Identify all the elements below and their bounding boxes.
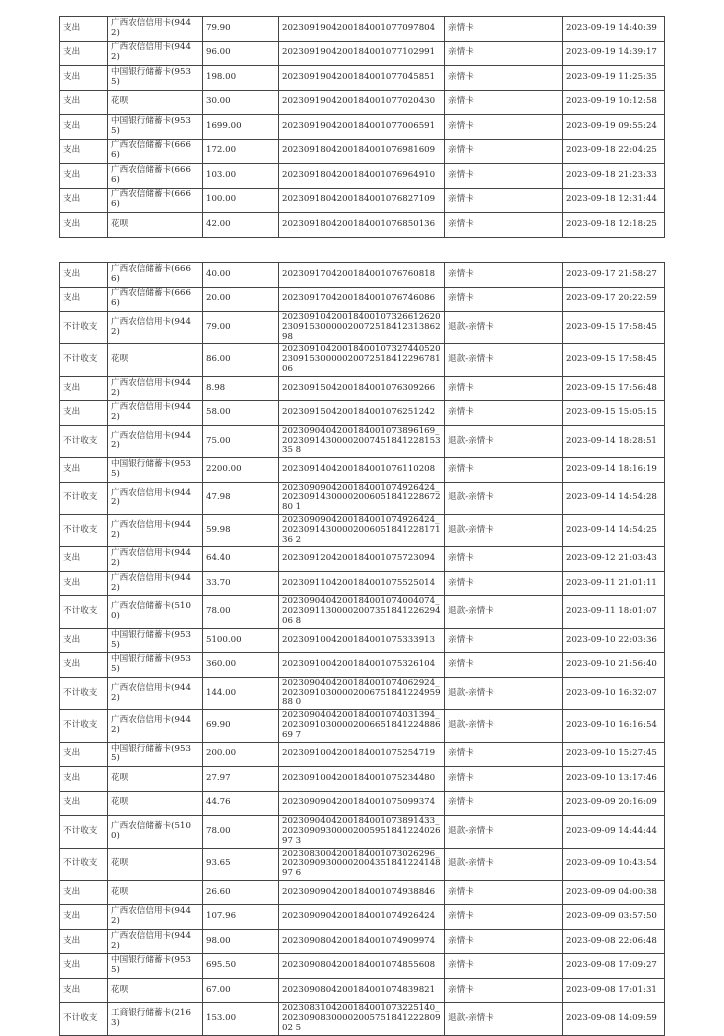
- cell-method: 亲情卡: [445, 115, 563, 140]
- table-row: [60, 17, 665, 42]
- cell-account: 广西农信储蓄卡(5100): [108, 596, 203, 628]
- cell-account: 中国银行储蓄卡(9535): [108, 628, 203, 653]
- cell-type: 不计收支: [60, 425, 108, 457]
- cell-time: 2023-09-18 21:23:33: [563, 164, 665, 189]
- table-row: [60, 376, 665, 401]
- cell-method: 亲情卡: [445, 791, 563, 816]
- cell-type: 支出: [60, 376, 108, 401]
- table-row: [60, 425, 665, 457]
- cell-order-no: 2023091104200184001075525014: [279, 571, 445, 596]
- cell-method: 亲情卡: [445, 66, 563, 91]
- cell-type: 不计收支: [60, 515, 108, 547]
- table-row: [60, 880, 665, 905]
- cell-type: 不计收支: [60, 596, 108, 628]
- cell-order-no: 2023091904200184001077045851: [279, 66, 445, 91]
- cell-amount: 144.00: [203, 677, 279, 709]
- transaction-table-bottom: [59, 262, 665, 1036]
- cell-method: 退款-亲情卡: [445, 596, 563, 628]
- cell-account: 花呗: [108, 90, 203, 115]
- cell-order-no: 2023091004200184001075254719: [279, 742, 445, 767]
- table-row: [60, 90, 665, 115]
- cell-type: 支出: [60, 287, 108, 312]
- cell-amount: 75.00: [203, 425, 279, 457]
- cell-type: 支出: [60, 905, 108, 930]
- cell-account: 广西农信储蓄卡(6666): [108, 263, 203, 288]
- cell-account: 广西农信储蓄卡(5100): [108, 816, 203, 848]
- cell-time: 2023-09-10 22:03:36: [563, 628, 665, 653]
- cell-method: 亲情卡: [445, 376, 563, 401]
- cell-amount: 40.00: [203, 263, 279, 288]
- table-row: [60, 1003, 665, 1035]
- cell-type: 支出: [60, 929, 108, 954]
- cell-method: 亲情卡: [445, 458, 563, 483]
- cell-amount: 42.00: [203, 213, 279, 238]
- cell-method: 退款-亲情卡: [445, 816, 563, 848]
- table-row: [60, 816, 665, 848]
- cell-method: 亲情卡: [445, 139, 563, 164]
- cell-method: 亲情卡: [445, 188, 563, 213]
- cell-method: 退款-亲情卡: [445, 515, 563, 547]
- cell-time: 2023-09-15 15:05:15: [563, 401, 665, 426]
- cell-order-no: 2023090904200184001074938846: [279, 880, 445, 905]
- cell-amount: 69.90: [203, 710, 279, 742]
- cell-method: 亲情卡: [445, 653, 563, 678]
- cell-account: 广西农信信用卡(9442): [108, 710, 203, 742]
- cell-time: 2023-09-14 14:54:28: [563, 482, 665, 514]
- cell-amount: 107.96: [203, 905, 279, 930]
- cell-amount: 93.65: [203, 848, 279, 880]
- cell-order-no: 2023090904200184001074926424_2023091430000200605184122867280 1: [279, 482, 445, 514]
- cell-type: 支出: [60, 954, 108, 979]
- cell-amount: 200.00: [203, 742, 279, 767]
- cell-type: 不计收支: [60, 848, 108, 880]
- cell-method: 亲情卡: [445, 213, 563, 238]
- cell-order-no: 2023090404200184001074004074_2023091130000200735184122629406 8: [279, 596, 445, 628]
- cell-method: 退款-亲情卡: [445, 710, 563, 742]
- cell-amount: 64.40: [203, 547, 279, 572]
- cell-account: 中国银行储蓄卡(9535): [108, 458, 203, 483]
- cell-type: 不计收支: [60, 710, 108, 742]
- cell-time: 2023-09-09 03:57:50: [563, 905, 665, 930]
- cell-time: 2023-09-19 11:25:35: [563, 66, 665, 91]
- cell-method: 亲情卡: [445, 90, 563, 115]
- cell-type: 不计收支: [60, 1003, 108, 1035]
- table-row: [60, 905, 665, 930]
- cell-amount: 86.00: [203, 344, 279, 376]
- cell-order-no: 2023091804200184001076964910: [279, 164, 445, 189]
- cell-time: 2023-09-08 17:09:27: [563, 954, 665, 979]
- cell-amount: 103.00: [203, 164, 279, 189]
- cell-method: 退款-亲情卡: [445, 1003, 563, 1035]
- cell-account: 广西农信信用卡(9442): [108, 482, 203, 514]
- cell-method: 退款-亲情卡: [445, 677, 563, 709]
- cell-type: 支出: [60, 90, 108, 115]
- cell-type: 不计收支: [60, 312, 108, 344]
- cell-account: 中国银行储蓄卡(9535): [108, 66, 203, 91]
- cell-account: 广西农信信用卡(9442): [108, 571, 203, 596]
- table-row: [60, 677, 665, 709]
- table-row: [60, 458, 665, 483]
- cell-time: 2023-09-09 10:43:54: [563, 848, 665, 880]
- cell-amount: 78.00: [203, 596, 279, 628]
- cell-amount: 172.00: [203, 139, 279, 164]
- table-row: [60, 188, 665, 213]
- cell-time: 2023-09-11 18:01:07: [563, 596, 665, 628]
- cell-account: 花呗: [108, 880, 203, 905]
- cell-order-no: 2023091904200184001077020430: [279, 90, 445, 115]
- cell-account: 广西农信信用卡(9442): [108, 41, 203, 66]
- cell-account: 广西农信信用卡(9442): [108, 312, 203, 344]
- cell-type: 支出: [60, 263, 108, 288]
- cell-order-no: 2023091404200184001076110208: [279, 458, 445, 483]
- cell-type: 支出: [60, 628, 108, 653]
- cell-type: 支出: [60, 767, 108, 792]
- cell-account: 中国银行储蓄卡(9535): [108, 954, 203, 979]
- cell-method: 亲情卡: [445, 571, 563, 596]
- cell-amount: 79.90: [203, 17, 279, 42]
- cell-time: 2023-09-15 17:58:45: [563, 344, 665, 376]
- cell-order-no: 2023090804200184001074839821: [279, 978, 445, 1003]
- cell-time: 2023-09-10 13:17:46: [563, 767, 665, 792]
- cell-method: 亲情卡: [445, 41, 563, 66]
- cell-time: 2023-09-10 15:27:45: [563, 742, 665, 767]
- cell-method: 亲情卡: [445, 978, 563, 1003]
- table-row: [60, 742, 665, 767]
- cell-time: 2023-09-10 16:32:07: [563, 677, 665, 709]
- cell-type: 支出: [60, 742, 108, 767]
- cell-method: 亲情卡: [445, 547, 563, 572]
- cell-time: 2023-09-17 20:22:59: [563, 287, 665, 312]
- cell-method: 亲情卡: [445, 742, 563, 767]
- cell-order-no: 2023091804200184001076981609: [279, 139, 445, 164]
- cell-amount: 79.00: [203, 312, 279, 344]
- cell-amount: 198.00: [203, 66, 279, 91]
- cell-time: 2023-09-08 22:06:48: [563, 929, 665, 954]
- cell-order-no: 2023091204200184001075723094: [279, 547, 445, 572]
- table-row: [60, 287, 665, 312]
- cell-time: 2023-09-18 22:04:25: [563, 139, 665, 164]
- cell-type: 支出: [60, 401, 108, 426]
- cell-order-no: 2023090804200184001074909974: [279, 929, 445, 954]
- cell-time: 2023-09-12 21:03:43: [563, 547, 665, 572]
- table-row: [60, 954, 665, 979]
- cell-amount: 27.97: [203, 767, 279, 792]
- cell-order-no: 2023090404200184001073891433_2023090930000200595184122402697 3: [279, 816, 445, 848]
- cell-order-no: 2023091804200184001076827109: [279, 188, 445, 213]
- cell-order-no: 2023091004200184001075326104: [279, 653, 445, 678]
- cell-account: 广西农信信用卡(9442): [108, 547, 203, 572]
- cell-amount: 360.00: [203, 653, 279, 678]
- cell-type: 支出: [60, 653, 108, 678]
- cell-type: 支出: [60, 188, 108, 213]
- cell-order-no: 2023090404200184001074062924_2023091030000200675184122495988 0: [279, 677, 445, 709]
- transaction-table-top: [59, 16, 665, 238]
- cell-account: 中国银行储蓄卡(9535): [108, 742, 203, 767]
- cell-account: 花呗: [108, 767, 203, 792]
- cell-time: 2023-09-15 17:58:45: [563, 312, 665, 344]
- cell-order-no: 2023090904200184001074926424_2023091430000200605184122817136 2: [279, 515, 445, 547]
- cell-method: 亲情卡: [445, 954, 563, 979]
- cell-order-no: 2023091904200184001077102991: [279, 41, 445, 66]
- cell-type: 不计收支: [60, 344, 108, 376]
- cell-time: 2023-09-18 12:31:44: [563, 188, 665, 213]
- cell-type: 支出: [60, 213, 108, 238]
- cell-amount: 1699.00: [203, 115, 279, 140]
- cell-time: 2023-09-19 10:12:58: [563, 90, 665, 115]
- table-row: [60, 571, 665, 596]
- table-row: [60, 653, 665, 678]
- cell-order-no: 2023090904200184001075099374: [279, 791, 445, 816]
- cell-type: 支出: [60, 164, 108, 189]
- table-row: [60, 115, 665, 140]
- cell-amount: 33.70: [203, 571, 279, 596]
- cell-type: 支出: [60, 458, 108, 483]
- table-row: [60, 482, 665, 514]
- cell-time: 2023-09-10 21:56:40: [563, 653, 665, 678]
- cell-account: 花呗: [108, 213, 203, 238]
- cell-method: 亲情卡: [445, 263, 563, 288]
- cell-method: 退款-亲情卡: [445, 312, 563, 344]
- cell-order-no: 2023091904200184001077006591: [279, 115, 445, 140]
- cell-amount: 67.00: [203, 978, 279, 1003]
- table-row: [60, 596, 665, 628]
- cell-type: 不计收支: [60, 677, 108, 709]
- cell-type: 支出: [60, 139, 108, 164]
- cell-amount: 26.60: [203, 880, 279, 905]
- cell-amount: 695.50: [203, 954, 279, 979]
- table-row: [60, 710, 665, 742]
- cell-amount: 100.00: [203, 188, 279, 213]
- table-row: [60, 41, 665, 66]
- table-row: [60, 978, 665, 1003]
- cell-type: 支出: [60, 66, 108, 91]
- cell-account: 花呗: [108, 848, 203, 880]
- cell-account: 花呗: [108, 344, 203, 376]
- cell-type: 支出: [60, 547, 108, 572]
- table-row: [60, 213, 665, 238]
- cell-account: 广西农信信用卡(9442): [108, 425, 203, 457]
- cell-time: 2023-09-14 14:54:25: [563, 515, 665, 547]
- cell-order-no: 2023090404200184001074031394_2023091030000200665184122488669 7: [279, 710, 445, 742]
- cell-method: 亲情卡: [445, 164, 563, 189]
- cell-order-no: 2023091504200184001076309266: [279, 376, 445, 401]
- table-row: [60, 767, 665, 792]
- cell-order-no: 2023090904200184001074926424: [279, 905, 445, 930]
- cell-account: 工商银行储蓄卡(2163): [108, 1003, 203, 1035]
- cell-account: 广西农信储蓄卡(6666): [108, 188, 203, 213]
- cell-time: 2023-09-08 14:09:59: [563, 1003, 665, 1035]
- cell-account: 广西农信信用卡(9442): [108, 401, 203, 426]
- cell-time: 2023-09-14 18:28:51: [563, 425, 665, 457]
- cell-amount: 2200.00: [203, 458, 279, 483]
- cell-account: 花呗: [108, 978, 203, 1003]
- cell-method: 亲情卡: [445, 767, 563, 792]
- cell-amount: 96.00: [203, 41, 279, 66]
- cell-time: 2023-09-17 21:58:27: [563, 263, 665, 288]
- cell-time: 2023-09-09 04:00:38: [563, 880, 665, 905]
- table-row: [60, 515, 665, 547]
- cell-account: 广西农信储蓄卡(6666): [108, 164, 203, 189]
- cell-method: 亲情卡: [445, 401, 563, 426]
- cell-amount: 47.98: [203, 482, 279, 514]
- cell-type: 支出: [60, 115, 108, 140]
- table-row: [60, 791, 665, 816]
- table-row: [60, 139, 665, 164]
- cell-account: 广西农信储蓄卡(6666): [108, 139, 203, 164]
- cell-account: 广西农信信用卡(9442): [108, 515, 203, 547]
- cell-order-no: 2023091704200184001076760818: [279, 263, 445, 288]
- cell-account: 中国银行储蓄卡(9535): [108, 653, 203, 678]
- cell-order-no: 2023091042001840010732661262023091530000020072518412313862 98: [279, 312, 445, 344]
- cell-time: 2023-09-15 17:56:48: [563, 376, 665, 401]
- cell-amount: 20.00: [203, 287, 279, 312]
- cell-time: 2023-09-09 20:16:09: [563, 791, 665, 816]
- cell-account: 广西农信储蓄卡(6666): [108, 287, 203, 312]
- table-row: [60, 263, 665, 288]
- cell-type: 支出: [60, 880, 108, 905]
- cell-account: 广西农信信用卡(9442): [108, 905, 203, 930]
- cell-method: 退款-亲情卡: [445, 425, 563, 457]
- cell-account: 广西农信信用卡(9442): [108, 17, 203, 42]
- table-row: [60, 164, 665, 189]
- cell-amount: 5100.00: [203, 628, 279, 653]
- cell-account: 广西农信信用卡(9442): [108, 677, 203, 709]
- cell-order-no: 2023091904200184001077097804: [279, 17, 445, 42]
- cell-type: 支出: [60, 41, 108, 66]
- table-row: [60, 312, 665, 344]
- cell-method: 亲情卡: [445, 929, 563, 954]
- cell-method: 亲情卡: [445, 628, 563, 653]
- cell-time: 2023-09-18 12:18:25: [563, 213, 665, 238]
- cell-type: 支出: [60, 791, 108, 816]
- cell-account: 广西农信信用卡(9442): [108, 929, 203, 954]
- cell-order-no: 2023091004200184001075234480: [279, 767, 445, 792]
- cell-account: 中国银行储蓄卡(9535): [108, 115, 203, 140]
- cell-method: 退款-亲情卡: [445, 848, 563, 880]
- cell-method: 亲情卡: [445, 287, 563, 312]
- cell-method: 退款-亲情卡: [445, 482, 563, 514]
- cell-type: 支出: [60, 978, 108, 1003]
- cell-amount: 59.98: [203, 515, 279, 547]
- cell-amount: 30.00: [203, 90, 279, 115]
- table-row: [60, 401, 665, 426]
- cell-type: 不计收支: [60, 816, 108, 848]
- cell-time: 2023-09-11 21:01:11: [563, 571, 665, 596]
- cell-order-no: 2023083104200184001073225140_2023090830000200575184122280902 5: [279, 1003, 445, 1035]
- cell-method: 亲情卡: [445, 17, 563, 42]
- cell-time: 2023-09-19 14:39:17: [563, 41, 665, 66]
- cell-amount: 98.00: [203, 929, 279, 954]
- table-row: [60, 848, 665, 880]
- cell-order-no: 2023091704200184001076746086: [279, 287, 445, 312]
- table-row: [60, 66, 665, 91]
- cell-order-no: 2023090804200184001074855608: [279, 954, 445, 979]
- cell-account: 花呗: [108, 791, 203, 816]
- cell-time: 2023-09-09 14:44:44: [563, 816, 665, 848]
- cell-amount: 44.76: [203, 791, 279, 816]
- cell-account: 广西农信信用卡(9442): [108, 376, 203, 401]
- cell-amount: 8.98: [203, 376, 279, 401]
- cell-method: 亲情卡: [445, 880, 563, 905]
- cell-amount: 58.00: [203, 401, 279, 426]
- table-row: [60, 929, 665, 954]
- cell-method: 退款-亲情卡: [445, 344, 563, 376]
- cell-order-no: 2023090404200184001073896169_2023091430000200745184122815335 8: [279, 425, 445, 457]
- cell-type: 支出: [60, 17, 108, 42]
- cell-type: 支出: [60, 571, 108, 596]
- cell-type: 不计收支: [60, 482, 108, 514]
- cell-time: 2023-09-14 18:16:19: [563, 458, 665, 483]
- cell-order-no: 2023091042001840010732744052023091530000020072518412296781 06: [279, 344, 445, 376]
- cell-amount: 78.00: [203, 816, 279, 848]
- cell-order-no: 2023091004200184001075333913: [279, 628, 445, 653]
- cell-time: 2023-09-10 16:16:54: [563, 710, 665, 742]
- cell-order-no: 2023091504200184001076251242: [279, 401, 445, 426]
- cell-time: 2023-09-08 17:01:31: [563, 978, 665, 1003]
- table-row: [60, 628, 665, 653]
- cell-time: 2023-09-19 14:40:39: [563, 17, 665, 42]
- table-row: [60, 547, 665, 572]
- cell-amount: 153.00: [203, 1003, 279, 1035]
- cell-time: 2023-09-19 09:55:24: [563, 115, 665, 140]
- cell-method: 亲情卡: [445, 905, 563, 930]
- table-row: [60, 344, 665, 376]
- cell-order-no: 2023091804200184001076850136: [279, 213, 445, 238]
- cell-order-no: 2023083004200184001073026296_2023090930000200435184122414897 6: [279, 848, 445, 880]
